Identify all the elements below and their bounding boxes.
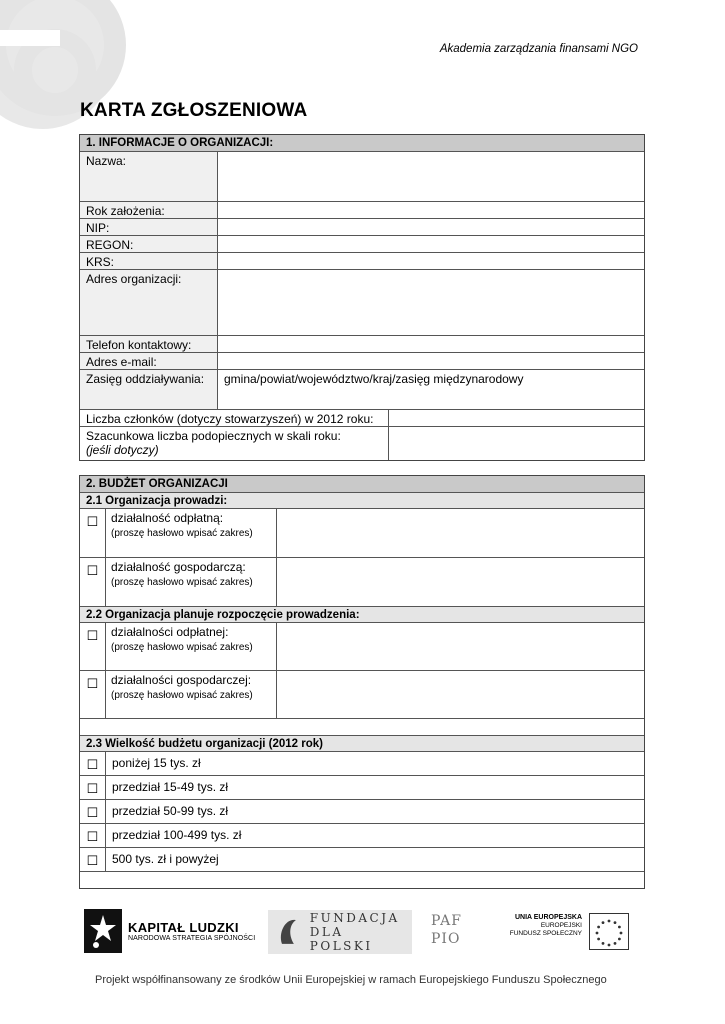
- kapital-ludzki-logo: [84, 909, 255, 953]
- budget-option-row: [80, 823, 644, 847]
- budget-option-label: przedział 15-49 tys. zł: [112, 780, 229, 794]
- subheading-plans: 2.2 Organizacja planuje rozpoczęcie prowadzenia:: [80, 606, 644, 622]
- row-email: [80, 352, 644, 369]
- input-scope[interactable]: gmina/powiat/województwo/kraj/zasięg międzynarodowy: [224, 372, 524, 386]
- kl-subtitle: NARODOWA STRATEGIA SPÓJNOŚCI: [128, 935, 256, 942]
- row-name: [80, 151, 644, 201]
- input-year[interactable]: [218, 202, 644, 218]
- row-nip: [80, 218, 644, 235]
- plan-business-label: [106, 671, 277, 718]
- beneficiaries-note: (jeśli dotyczy): [86, 443, 159, 457]
- eu-line1: EUROPEJSKI: [540, 922, 582, 929]
- section-heading: 1. INFORMACJE O ORGANIZACJI:: [80, 135, 644, 151]
- activity-business-label: [106, 558, 277, 606]
- input-regon[interactable]: [218, 236, 644, 252]
- checkbox-activity-paid[interactable]: ☐: [80, 509, 106, 557]
- row-plan-paid: [80, 622, 644, 670]
- page-title: KARTA ZGŁOSZENIOWA: [80, 100, 308, 121]
- input-members[interactable]: [389, 410, 644, 426]
- pafpio-line2: PIO: [431, 931, 461, 947]
- label-beneficiaries: [80, 427, 389, 460]
- section-budget: [79, 475, 645, 889]
- input-plan-paid[interactable]: [277, 623, 644, 670]
- activity-hint: (proszę hasłowo wpisać zakres): [111, 528, 253, 539]
- row-regon: [80, 235, 644, 252]
- fdp-line2: DLA POLSKI: [309, 925, 373, 953]
- cofinancing-note: Projekt współfinansowany ze środków Unii Europejskiej w ramach Europejskiego Funduszu Społecznego: [95, 974, 607, 986]
- input-activity-business[interactable]: [277, 558, 644, 606]
- checkbox-plan-paid[interactable]: ☐: [80, 623, 106, 670]
- input-email[interactable]: [218, 353, 644, 369]
- budget-option-row: [80, 847, 644, 871]
- budget-option-row: [80, 775, 644, 799]
- label-scope: Zasięg oddziaływania:: [80, 370, 218, 409]
- label-year: Rok założenia:: [80, 202, 218, 218]
- row-krs: [80, 252, 644, 269]
- label-nip: NIP:: [80, 219, 218, 235]
- fdp-emblem-icon: [274, 914, 304, 950]
- budget-option-label: poniżej 15 tys. zł: [112, 756, 201, 770]
- checkbox-budget-4[interactable]: ☐: [80, 824, 106, 847]
- row-phone: [80, 335, 644, 352]
- checkbox-activity-business[interactable]: ☐: [80, 558, 106, 606]
- row-year: [80, 201, 644, 218]
- label-krs: KRS:: [80, 253, 218, 269]
- row-scope: [80, 369, 644, 409]
- label-phone: Telefon kontaktowy:: [80, 336, 218, 352]
- row-members: [80, 409, 644, 426]
- decorative-swirl-logo: [0, 0, 130, 150]
- label-email: Adres e-mail:: [80, 353, 218, 369]
- eu-text: [497, 914, 582, 938]
- input-activity-paid[interactable]: [277, 509, 644, 557]
- row-plan-business: [80, 670, 644, 718]
- input-phone[interactable]: [218, 336, 644, 352]
- label-regon: REGON:: [80, 236, 218, 252]
- checkbox-budget-5[interactable]: ☐: [80, 848, 106, 871]
- label-name: Nazwa:: [80, 152, 218, 201]
- budget-option-row: [80, 799, 644, 823]
- row-activity-business: [80, 557, 644, 606]
- input-krs[interactable]: [218, 253, 644, 269]
- row-address: [80, 269, 644, 335]
- eu-flag-icon: [589, 913, 629, 950]
- activity-label: działalność odpłatną:: [111, 511, 224, 525]
- label-members: Liczba członków (dotyczy stowarzyszeń) w 2012 roku:: [80, 410, 389, 426]
- activity-label: działalności gospodarczej:: [111, 673, 252, 687]
- fdp-line1: FUNDACJA: [309, 911, 400, 925]
- row-spacer: [80, 871, 644, 888]
- eu-title: UNIA EUROPEJSKA: [514, 914, 582, 921]
- section-organization-info: [79, 134, 645, 461]
- row-beneficiaries: [80, 426, 644, 460]
- subheading-conducts: 2.1 Organizacja prowadzi:: [80, 492, 644, 508]
- checkbox-budget-3[interactable]: ☐: [80, 800, 106, 823]
- label-address: Adres organizacji:: [80, 270, 218, 335]
- input-name[interactable]: [218, 152, 644, 201]
- footer-logos: [79, 904, 645, 960]
- checkbox-plan-business[interactable]: ☐: [80, 671, 106, 718]
- activity-paid-label: [106, 509, 277, 557]
- row-spacer: [80, 718, 644, 735]
- budget-option-label: przedział 100-499 tys. zł: [112, 828, 242, 842]
- budget-option-label: 500 tys. zł i powyżej: [112, 852, 219, 866]
- row-activity-paid: [80, 508, 644, 557]
- input-plan-business[interactable]: [277, 671, 644, 718]
- fundacja-dla-polski-logo: [268, 910, 412, 954]
- plan-paid-label: [106, 623, 277, 670]
- input-address[interactable]: [218, 270, 644, 335]
- budget-option-label: przedział 50-99 tys. zł: [112, 804, 229, 818]
- beneficiaries-text: Szacunkowa liczba podopiecznych w skali roku:: [86, 429, 341, 443]
- pafpio-logo: [431, 912, 462, 948]
- pafpio-line1: PAF: [431, 913, 462, 929]
- checkbox-budget-1[interactable]: ☐: [80, 752, 106, 775]
- activity-hint: (proszę hasłowo wpisać zakres): [111, 642, 253, 653]
- budget-option-row: [80, 751, 644, 775]
- kl-title: KAPITAŁ LUDZKI: [128, 920, 239, 935]
- header-text: Akademia zarządzania finansami NGO: [439, 43, 638, 55]
- input-beneficiaries[interactable]: [389, 427, 644, 460]
- activity-label: działalności odpłatnej:: [111, 625, 229, 639]
- section-heading: 2. BUDŻET ORGANIZACJI: [80, 476, 644, 492]
- kapital-ludzki-icon: [84, 909, 122, 953]
- input-nip[interactable]: [218, 219, 644, 235]
- checkbox-budget-2[interactable]: ☐: [80, 776, 106, 799]
- activity-hint: (proszę hasłowo wpisać zakres): [111, 577, 253, 588]
- subheading-budget-size: 2.3 Wielkość budżetu organizacji (2012 rok): [80, 735, 644, 751]
- activity-label: działalność gospodarczą:: [111, 560, 246, 574]
- eu-line2: FUNDUSZ SPOŁECZNY: [509, 930, 582, 937]
- activity-hint: (proszę hasłowo wpisać zakres): [111, 690, 253, 701]
